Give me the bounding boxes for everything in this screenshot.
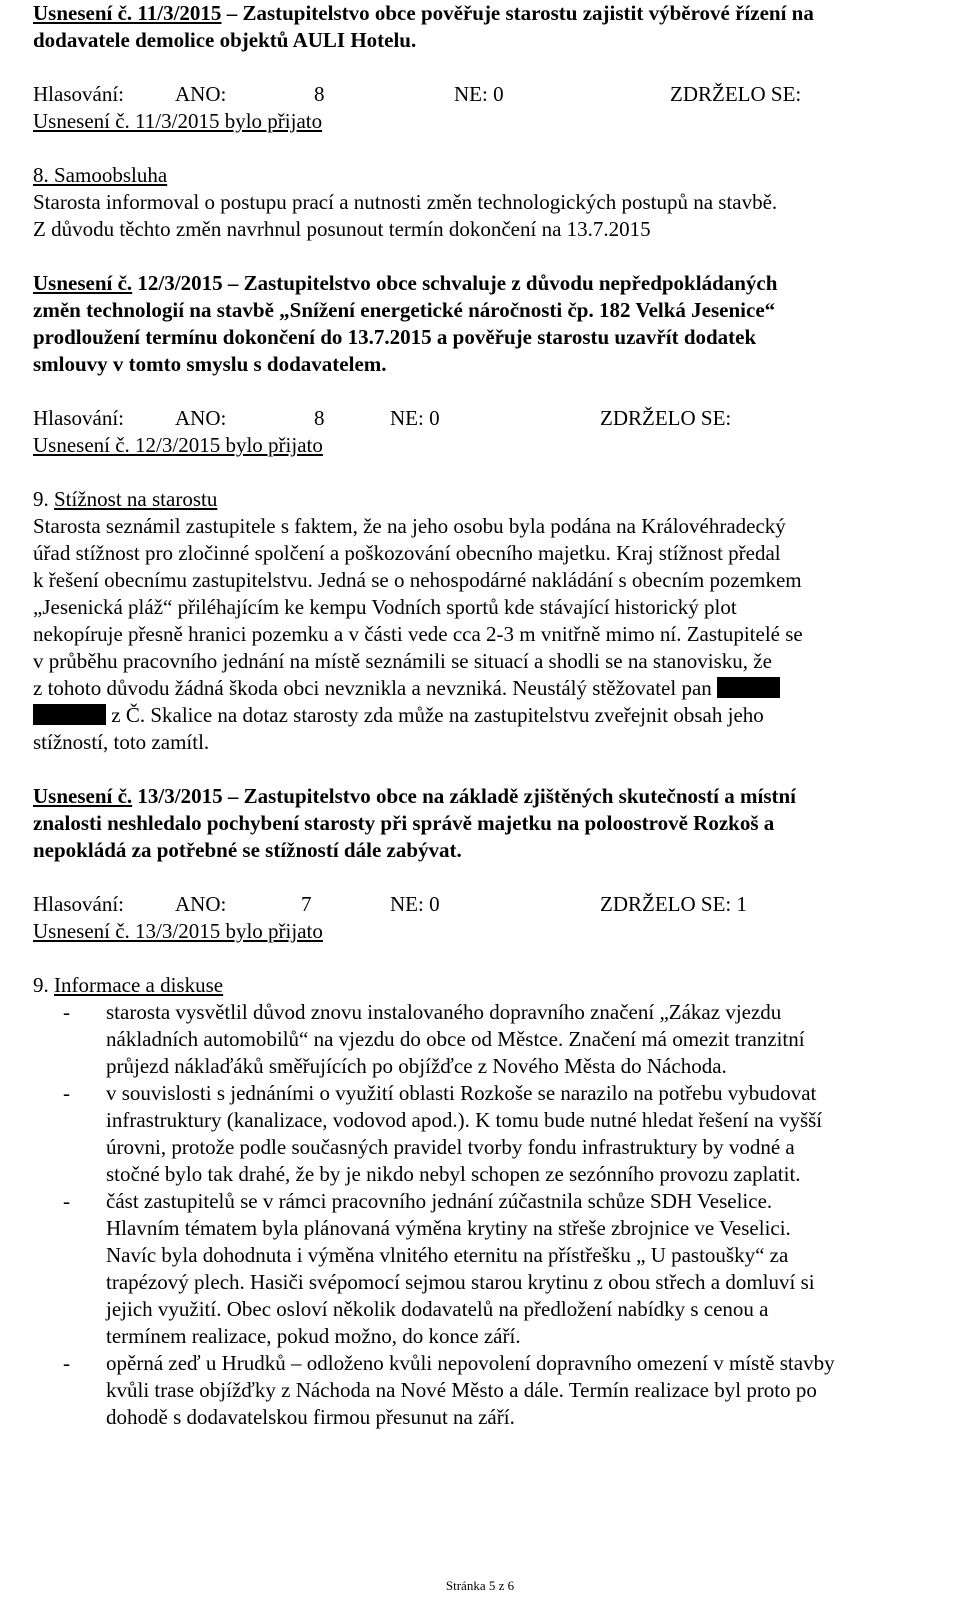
resolution-11-label: Usnesení č. 11/3/2015	[33, 1, 222, 25]
list-bullet: -	[63, 1189, 70, 1213]
resolution-11-accepted: Usnesení č. 11/3/2015 bylo přijato	[33, 109, 323, 133]
list-item-line: trapézový plech. Hasiči svépomocí sejmou starou krytinu z obou střech a domluví si	[106, 1270, 815, 1294]
vote-row-12: Hlasování: ANO: 8 NE: 0 ZDRŽELO SE:	[33, 406, 732, 430]
resolution-12-label: Usnesení č.	[33, 271, 133, 295]
list-bullet: -	[63, 1081, 70, 1105]
vote-row-13: Hlasování: ANO: 7 NE: 0 ZDRŽELO SE: 1	[33, 892, 747, 916]
list-item-line: stočné bylo tak drahé, že by je nikdo nebyl schopen ze sezónního provozu zaplatit.	[106, 1162, 801, 1186]
list-item-line: Hlavním tématem byla plánovaná výměna krytiny na střeše zbrojnice ve Veselici.	[106, 1216, 791, 1240]
list-item-line: jejich využití. Obec osloví několik dodavatelů na předložení nabídky s cenou a	[106, 1297, 769, 1321]
list-bullet: -	[63, 1351, 70, 1375]
redaction-bar	[717, 677, 780, 698]
list-item-line: kvůli trase objížďky z Náchoda na Nové Město a dále. Termín realizace byl proto po	[106, 1378, 817, 1402]
list-item-line: termínem realizace, pokud možno, do konce září.	[106, 1324, 521, 1348]
resolution-11-text: Usnesení č. 11/3/2015 – Zastupitelstvo obce pověřuje starostu zajistit výběrové řízení na	[33, 1, 814, 25]
list-item-line: nákladních automobilů“ na vjezdu do obce od Městce. Značení má omezit tranzitní	[106, 1027, 805, 1051]
resolution-12-text: Usnesení č. 12/3/2015 – Zastupitelstvo obce schvaluje z důvodu nepředpokládaných	[33, 271, 778, 295]
redaction-bar	[33, 704, 106, 725]
list-item-line: v souvislosti s jednáními o využití oblasti Rozkoše se narazilo na potřebu vybudovat	[106, 1081, 817, 1105]
vote-row-11: Hlasování: ANO: 8 NE: 0 ZDRŽELO SE:	[33, 82, 802, 106]
list-item-line: starosta vysvětlil důvod znovu instalovaného dopravního značení „Zákaz vjezdu	[106, 1000, 782, 1024]
resolution-13-text-line2: znalosti neshledalo pochybení starosty při správě majetku na poloostrově Rozkoš a	[33, 811, 775, 835]
resolution-11-text-cont: dodavatele demolice objektů AULI Hotelu.	[33, 28, 417, 52]
section-9-paragraph-line: Starosta seznámil zastupitele s faktem, že na jeho osobu byla podána na Královéhradecký	[33, 514, 786, 538]
list-bullet: -	[63, 1000, 70, 1024]
section-9b-heading: 9. Informace a diskuse	[33, 973, 224, 997]
section-9-paragraph-line: úřad stížnost pro zločinné spolčení a poškozování obecního majetku. Kraj stížnost předal	[33, 541, 781, 565]
section-9-paragraph-line: „Jesenická pláž“ přiléhajícím ke kempu Vodních sportů kde stávající historický plot	[33, 595, 737, 619]
section-8-paragraph-cont: Z důvodu těchto změn navrhnul posunout termín dokončení na 13.7.2015	[33, 217, 651, 241]
list-item-line: Navíc byla dohodnuta i výměna vlnitého eternitu na přístřešku „ U pastoušky“ za	[106, 1243, 789, 1267]
list-item-line: dohodě s dodavatelskou firmou přesunut na září.	[106, 1405, 515, 1429]
page-footer: Stránka 5 z 6	[445, 1578, 515, 1593]
resolution-12-text-line4: smlouvy v tomto smyslu s dodavatelem.	[33, 352, 387, 376]
resolution-12-accepted: Usnesení č. 12/3/2015 bylo přijato	[33, 433, 323, 457]
resolution-13-accepted: Usnesení č. 13/3/2015 bylo přijato	[33, 919, 323, 943]
resolution-13-text: Usnesení č. 13/3/2015 – Zastupitelstvo obce na základě zjištěných skutečností a místní	[33, 784, 797, 808]
section-8-paragraph: Starosta informoval o postupu prací a nutnosti změn technologických postupů na stavbě.	[33, 190, 778, 214]
list-item-line: úrovni, protože podle současných pravidel tvorby fondu infrastruktury by vodné a	[106, 1135, 795, 1159]
resolution-12-text-line3: prodloužení termínu dokončení do 13.7.2015 a pověřuje starostu uzavřít dodatek	[33, 325, 757, 349]
list-item-line: infrastruktury (kanalizace, vodovod apod.). K tomu bude nutné hledat řešení na vyšší	[106, 1108, 823, 1132]
section-9-heading: 9. Stížnost na starostu	[33, 487, 218, 511]
section-9-paragraph-line9: stížností, toto zamítl.	[33, 730, 210, 754]
section-8-heading: 8. Samoobsluha	[33, 163, 168, 187]
section-9-paragraph-line: k řešení obecnímu zastupitelstvu. Jedná se o nehospodárné nakládání s obecním pozemkem	[33, 568, 802, 592]
resolution-12-text-line2: změn technologií na stavbě „Snížení energetické náročnosti čp. 182 Velká Jesenice“	[33, 298, 776, 322]
list-item-line: průjezd náklaďáků směřujících po objížďce z Nového Města do Náchoda.	[106, 1054, 727, 1078]
section-9-paragraph-line: nekopíruje přesně hranici pozemku a v části vede cca 2-3 m vnitřně mimo ní. Zastupitelé se	[33, 622, 803, 646]
section-9-paragraph-line: z tohoto důvodu žádná škoda obci nevznikla a nevzniká. Neustálý stěžovatel pan	[33, 675, 780, 702]
resolution-13-label: Usnesení č.	[33, 784, 133, 808]
section-9-paragraph-line: v průběhu pracovního jednání na místě seznámili se situací a shodli se na stanovisku, že	[33, 649, 772, 673]
list-item-line: část zastupitelů se v rámci pracovního jednání zúčastnila schůze SDH Veselice.	[106, 1189, 773, 1213]
resolution-13-text-line3: nepokládá za potřebné se stížností dále zabývat.	[33, 838, 462, 862]
list-item-line: opěrná zeď u Hrudků – odloženo kvůli nepovolení dopravního omezení v místě stavby	[106, 1351, 835, 1375]
section-9-paragraph-line8: z Č. Skalice na dotaz starosty zda může na zastupitelstvu zveřejnit obsah jeho	[33, 702, 764, 729]
